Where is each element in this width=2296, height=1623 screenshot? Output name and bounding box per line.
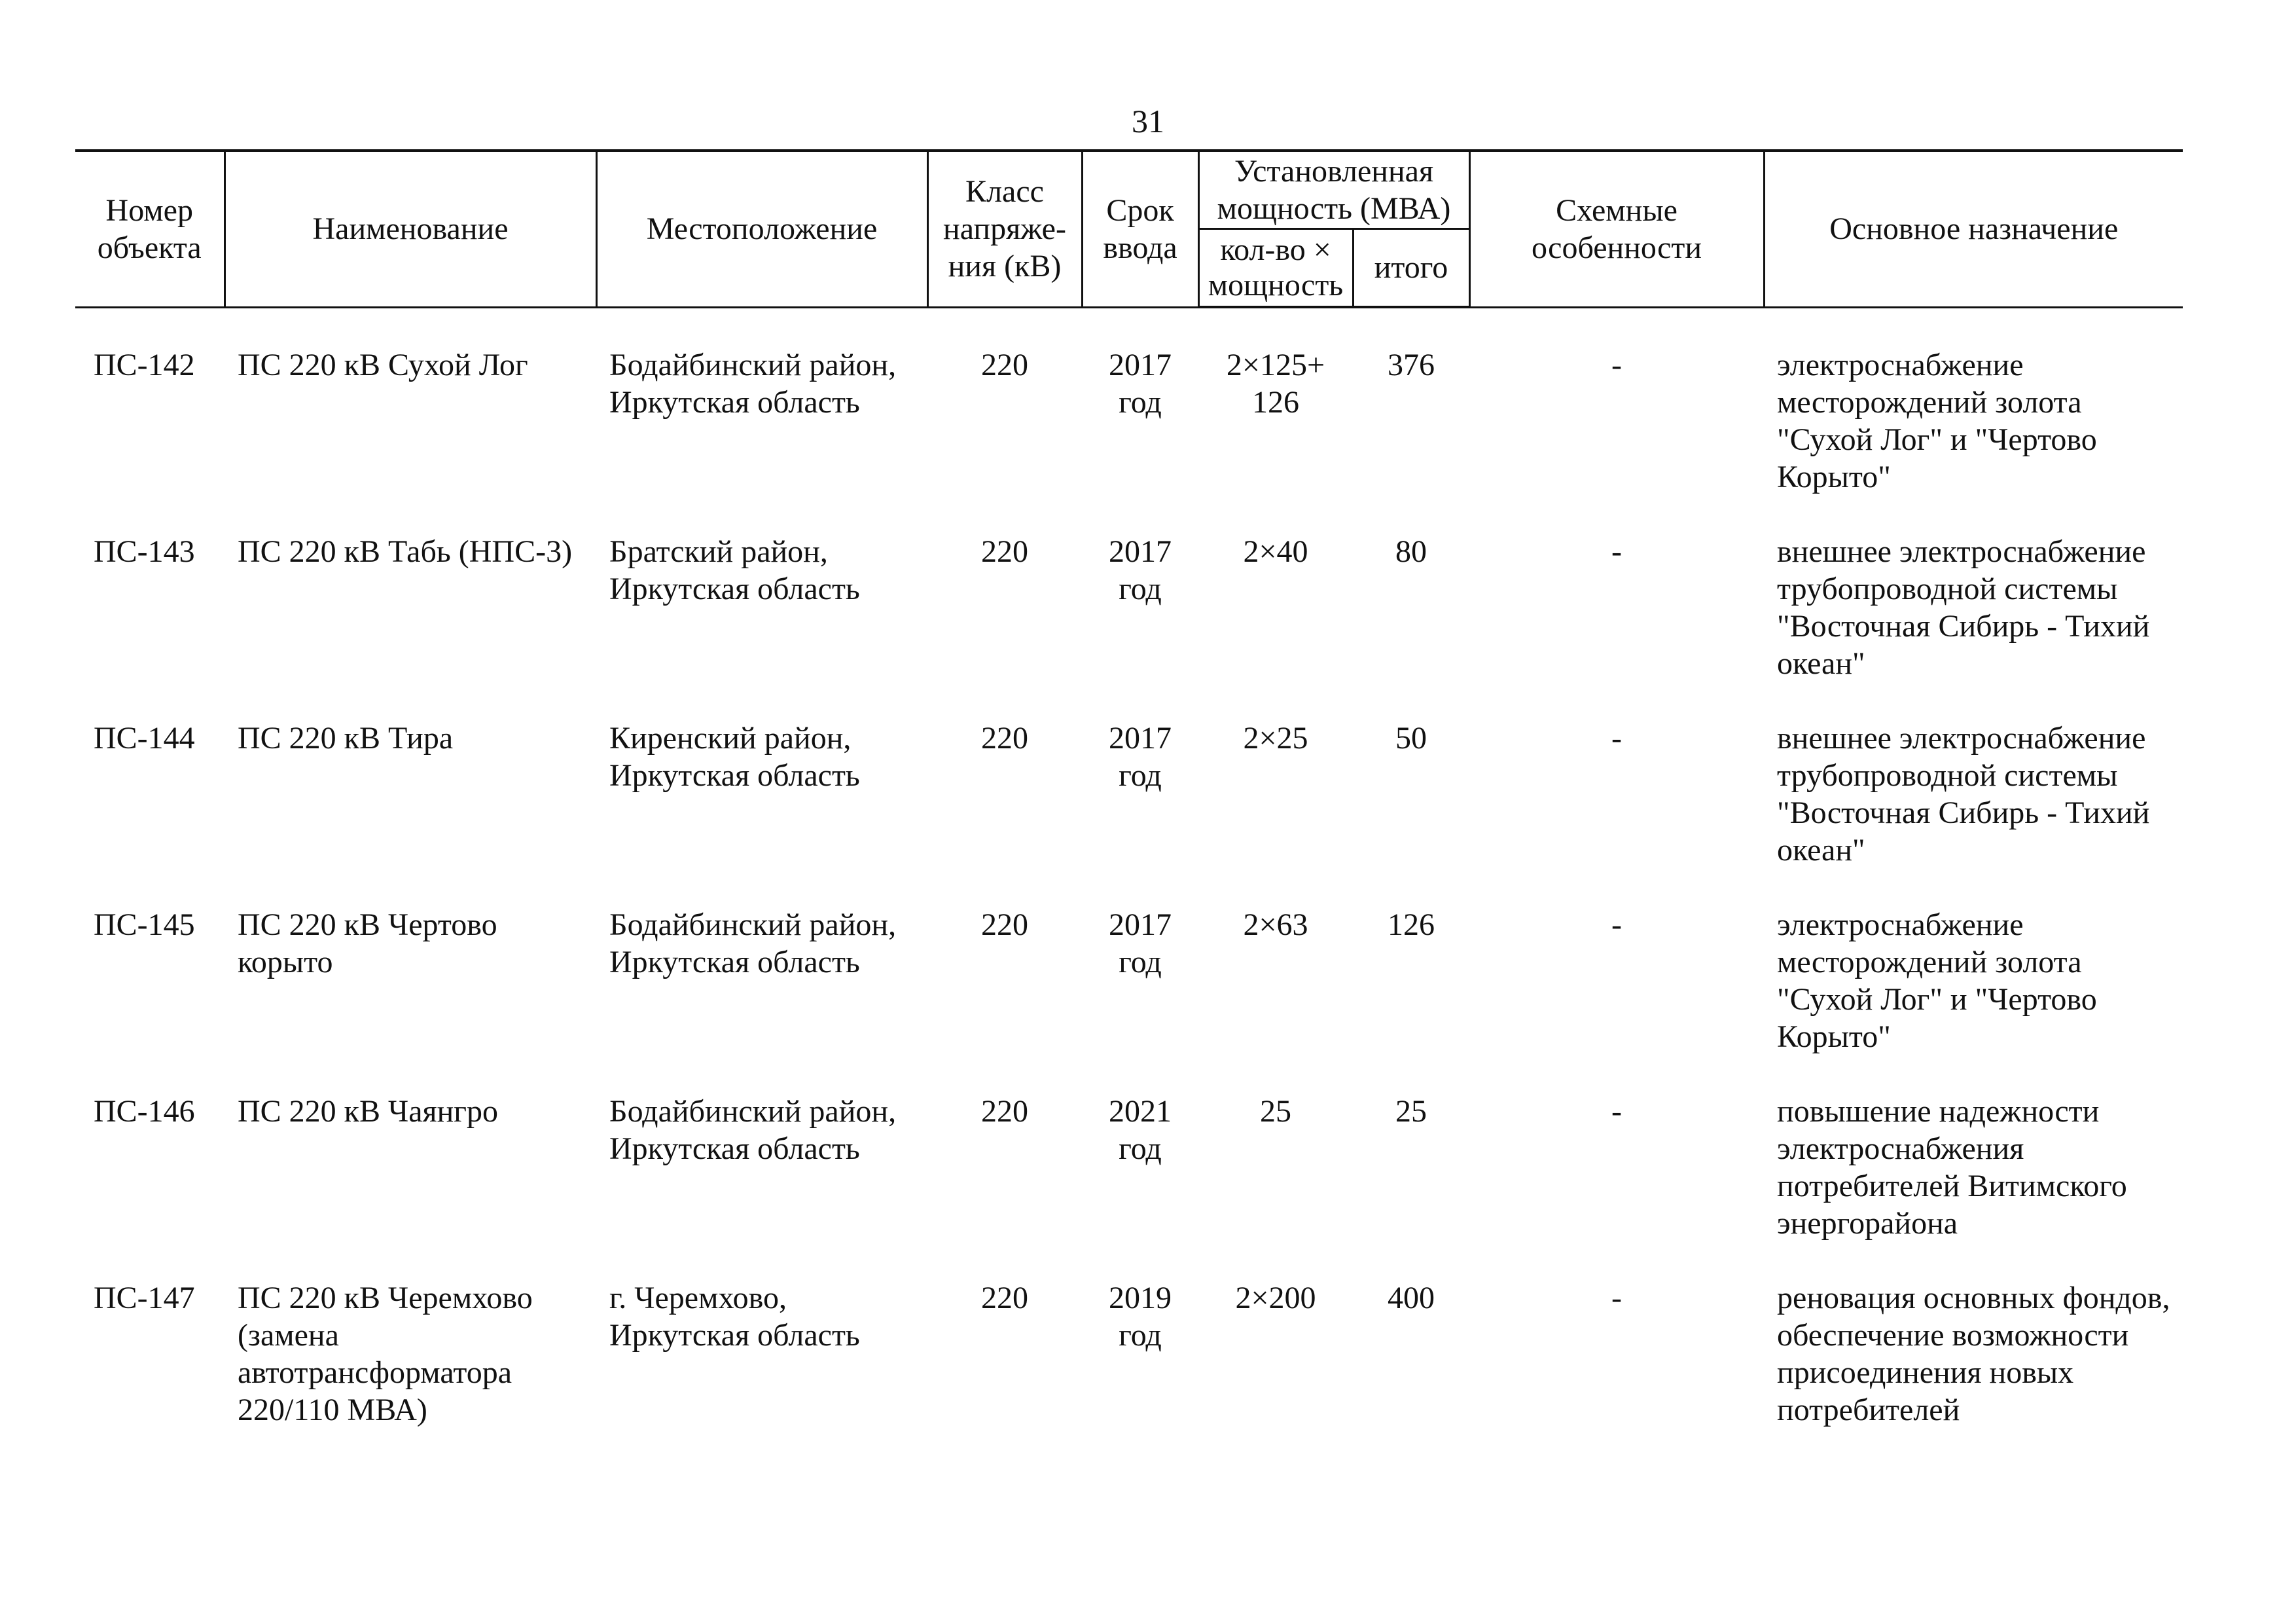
cell-voltage: 220: [981, 1094, 1028, 1129]
header-location: Местоположение: [596, 151, 927, 307]
cell-location: г. Черемхово, Иркутская область: [609, 1281, 860, 1353]
cell-features: -: [1611, 348, 1622, 382]
cell-voltage: 220: [981, 534, 1028, 569]
cell-location: Бодайбинский район, Иркутская область: [609, 348, 897, 420]
table-row: [75, 720, 2183, 906]
header-voltage: Класс напряже-ния (кВ): [927, 151, 1082, 307]
cell-location: Бодайбинский район, Иркутская область: [609, 907, 897, 979]
cell-capacity-count: 25: [1260, 1094, 1291, 1129]
cell-voltage: 220: [981, 348, 1028, 382]
cell-features: -: [1611, 1281, 1622, 1315]
header-purpose: Основное назначение: [1764, 151, 2183, 307]
header-features: Схемные особенности: [1469, 151, 1764, 307]
cell-purpose: внешнее электроснабжение трубопроводной системы "Восточная Сибирь - Тихий океан": [1777, 721, 2150, 867]
cell-purpose: электроснабжение месторождений золота "Сухой Лог" и "Чертово Корыто": [1777, 348, 2097, 494]
table-row: [75, 346, 2183, 533]
header-number: Номер объекта: [75, 151, 224, 307]
page-number: 31: [1132, 103, 1164, 139]
header-commissioning: Срок ввода: [1082, 151, 1198, 307]
cell-purpose: электроснабжение месторождений золота "Сухой Лог" и "Чертово Корыто": [1777, 907, 2097, 1054]
cell-name: ПС 220 кВ Табь (НПС-3): [238, 534, 573, 569]
cell-purpose: внешнее электроснабжение трубопроводной системы "Восточная Сибирь - Тихий океан": [1777, 534, 2150, 681]
cell-name: ПС 220 кВ Чертово корыто: [238, 907, 497, 979]
cell-capacity-count: 2×125+ 126: [1226, 348, 1325, 420]
cell-commissioning: 2019 год: [1109, 1281, 1172, 1353]
cell-capacity-count: 2×63: [1243, 907, 1308, 942]
header-capacity-group: Установленная мощность (МВА): [1198, 151, 1469, 229]
cell-name: ПС 220 кВ Чаянгро: [238, 1094, 498, 1129]
cell-capacity-total: 126: [1388, 907, 1435, 942]
cell-number: ПС-142: [94, 348, 195, 382]
cell-number: ПС-146: [94, 1094, 195, 1129]
cell-purpose: реновация основных фондов, обеспечение возможности присоединения новых потребителей: [1777, 1281, 2170, 1427]
cell-location: Киренский район, Иркутская область: [609, 721, 860, 793]
table-row: [75, 906, 2183, 1093]
cell-voltage: 220: [981, 907, 1028, 942]
cell-commissioning: 2017 год: [1109, 534, 1172, 606]
table-row: [75, 533, 2183, 720]
cell-number: ПС-147: [94, 1281, 195, 1315]
cell-location: Братский район, Иркутская область: [609, 534, 860, 606]
cell-voltage: 220: [981, 721, 1028, 756]
cell-capacity-count: 2×25: [1243, 721, 1308, 756]
cell-number: ПС-143: [94, 534, 195, 569]
cell-commissioning: 2017 год: [1109, 348, 1172, 420]
cell-capacity-total: 376: [1388, 348, 1435, 382]
cell-purpose: повышение надежности электроснабжения потребителей Витимского энергорайона: [1777, 1094, 2127, 1241]
cell-features: -: [1611, 721, 1622, 756]
cell-features: -: [1611, 1094, 1622, 1129]
cell-number: ПС-144: [94, 721, 195, 756]
table-row: [75, 1093, 2183, 1279]
cell-name: ПС 220 кВ Сухой Лог: [238, 348, 528, 382]
cell-capacity-total: 400: [1388, 1281, 1435, 1315]
cell-voltage: 220: [981, 1281, 1028, 1315]
cell-capacity-total: 50: [1395, 721, 1427, 756]
table-header: [75, 151, 2183, 307]
substations-table: [75, 149, 2183, 1466]
cell-capacity-total: 25: [1395, 1094, 1427, 1129]
cell-number: ПС-145: [94, 907, 195, 942]
header-capacity-total: итого: [1353, 229, 1469, 308]
table-row: [75, 1279, 2183, 1466]
header-capacity-count: кол-во × мощность: [1198, 229, 1353, 308]
cell-capacity-count: 2×200: [1235, 1281, 1316, 1315]
cell-name: ПС 220 кВ Тира: [238, 721, 454, 756]
cell-features: -: [1611, 534, 1622, 569]
cell-name: ПС 220 кВ Черемхово (замена автотрансформатора 220/110 МВА): [238, 1281, 533, 1427]
header-name: Наименование: [224, 151, 596, 307]
cell-commissioning: 2017 год: [1109, 721, 1172, 793]
cell-commissioning: 2021 год: [1109, 1094, 1172, 1166]
cell-commissioning: 2017 год: [1109, 907, 1172, 979]
cell-location: Бодайбинский район, Иркутская область: [609, 1094, 897, 1166]
cell-capacity-total: 80: [1395, 534, 1427, 569]
cell-capacity-count: 2×40: [1243, 534, 1308, 569]
cell-features: -: [1611, 907, 1622, 942]
